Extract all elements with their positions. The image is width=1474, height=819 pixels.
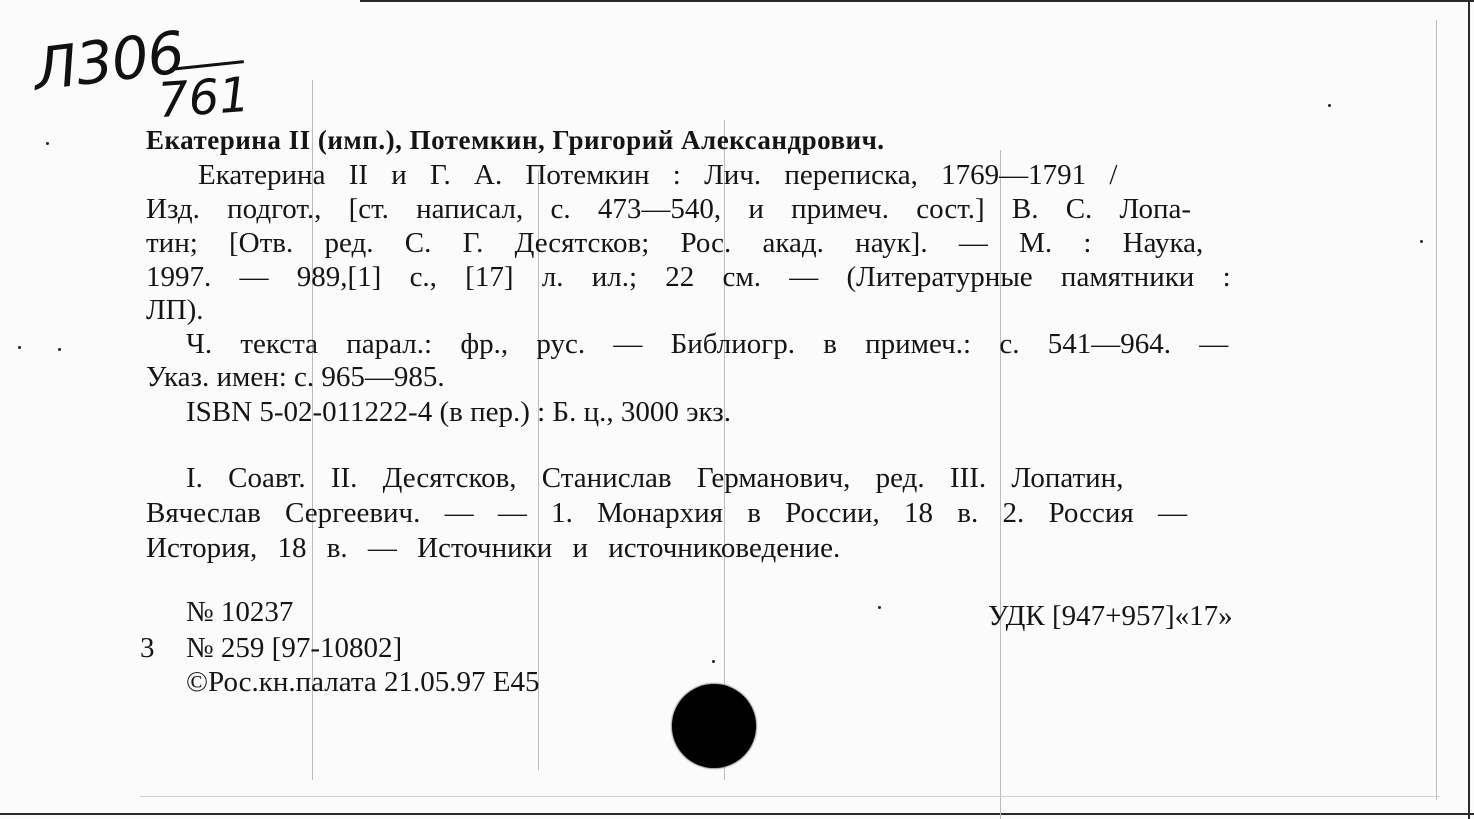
body-line: 1997. — 989,[1] с., [17] л. ил.; 22 см. — (Литературные памятники :	[146, 261, 1231, 293]
card-border-bottom	[0, 813, 1474, 815]
card-prefix: 3	[140, 632, 155, 664]
body-line: Изд. подгот., [ст. написал, с. 473—540, и примеч. сост.] В. С. Лопа-	[146, 193, 1192, 225]
fold-line	[1436, 20, 1437, 800]
dust-speck	[58, 348, 61, 351]
tracing-line: История, 18 в. — Источники и источниковедение.	[146, 532, 841, 564]
body-line: Екатерина II и Г. А. Потемкин : Лич. переписка, 1769—1791 /	[198, 159, 1118, 191]
isbn-line: ISBN 5-02-011222-4 (в пер.) : Б. ц., 3000 экз.	[186, 396, 731, 428]
fold-line	[140, 796, 1440, 797]
card-border-right	[1468, 0, 1470, 819]
dust-speck	[878, 606, 881, 609]
dust-speck	[1420, 240, 1423, 243]
body-line: ЛП).	[146, 294, 204, 326]
dust-speck	[18, 346, 21, 349]
card-number: № 10237	[186, 596, 294, 628]
copyright-line: ©Рос.кн.палата 21.05.97 Е45	[186, 666, 540, 698]
handwritten-subnumber: 761	[156, 66, 252, 130]
registration-number: № 259 [97-10802]	[186, 632, 403, 664]
dust-speck	[1328, 104, 1331, 107]
punch-hole	[672, 684, 756, 768]
tracing-line: Вячеслав Сергеевич. — — 1. Монархия в России, 18 в. 2. Россия —	[146, 497, 1187, 529]
udk-code: УДК [947+957]«17»	[988, 600, 1233, 632]
body-line: тин; [Отв. ред. С. Г. Десятсков; Рос. акад. наук]. — М. : Наука,	[146, 227, 1204, 259]
dust-speck	[712, 660, 715, 663]
card-heading: Екатерина II (имп.), Потемкин, Григорий Александрович.	[146, 125, 885, 155]
card-border-top	[360, 0, 1474, 2]
dust-speck	[46, 142, 49, 145]
handwritten-shelfmark: Л306	[29, 18, 188, 105]
body-line: Ч. текста парал.: фр., рус. — Библиогр. в примеч.: с. 541—964. —	[186, 328, 1229, 360]
body-line: Указ. имен: с. 965—985.	[146, 361, 445, 393]
tracing-line: I. Соавт. II. Десятсков, Станислав Германович, ред. III. Лопатин,	[186, 462, 1124, 494]
